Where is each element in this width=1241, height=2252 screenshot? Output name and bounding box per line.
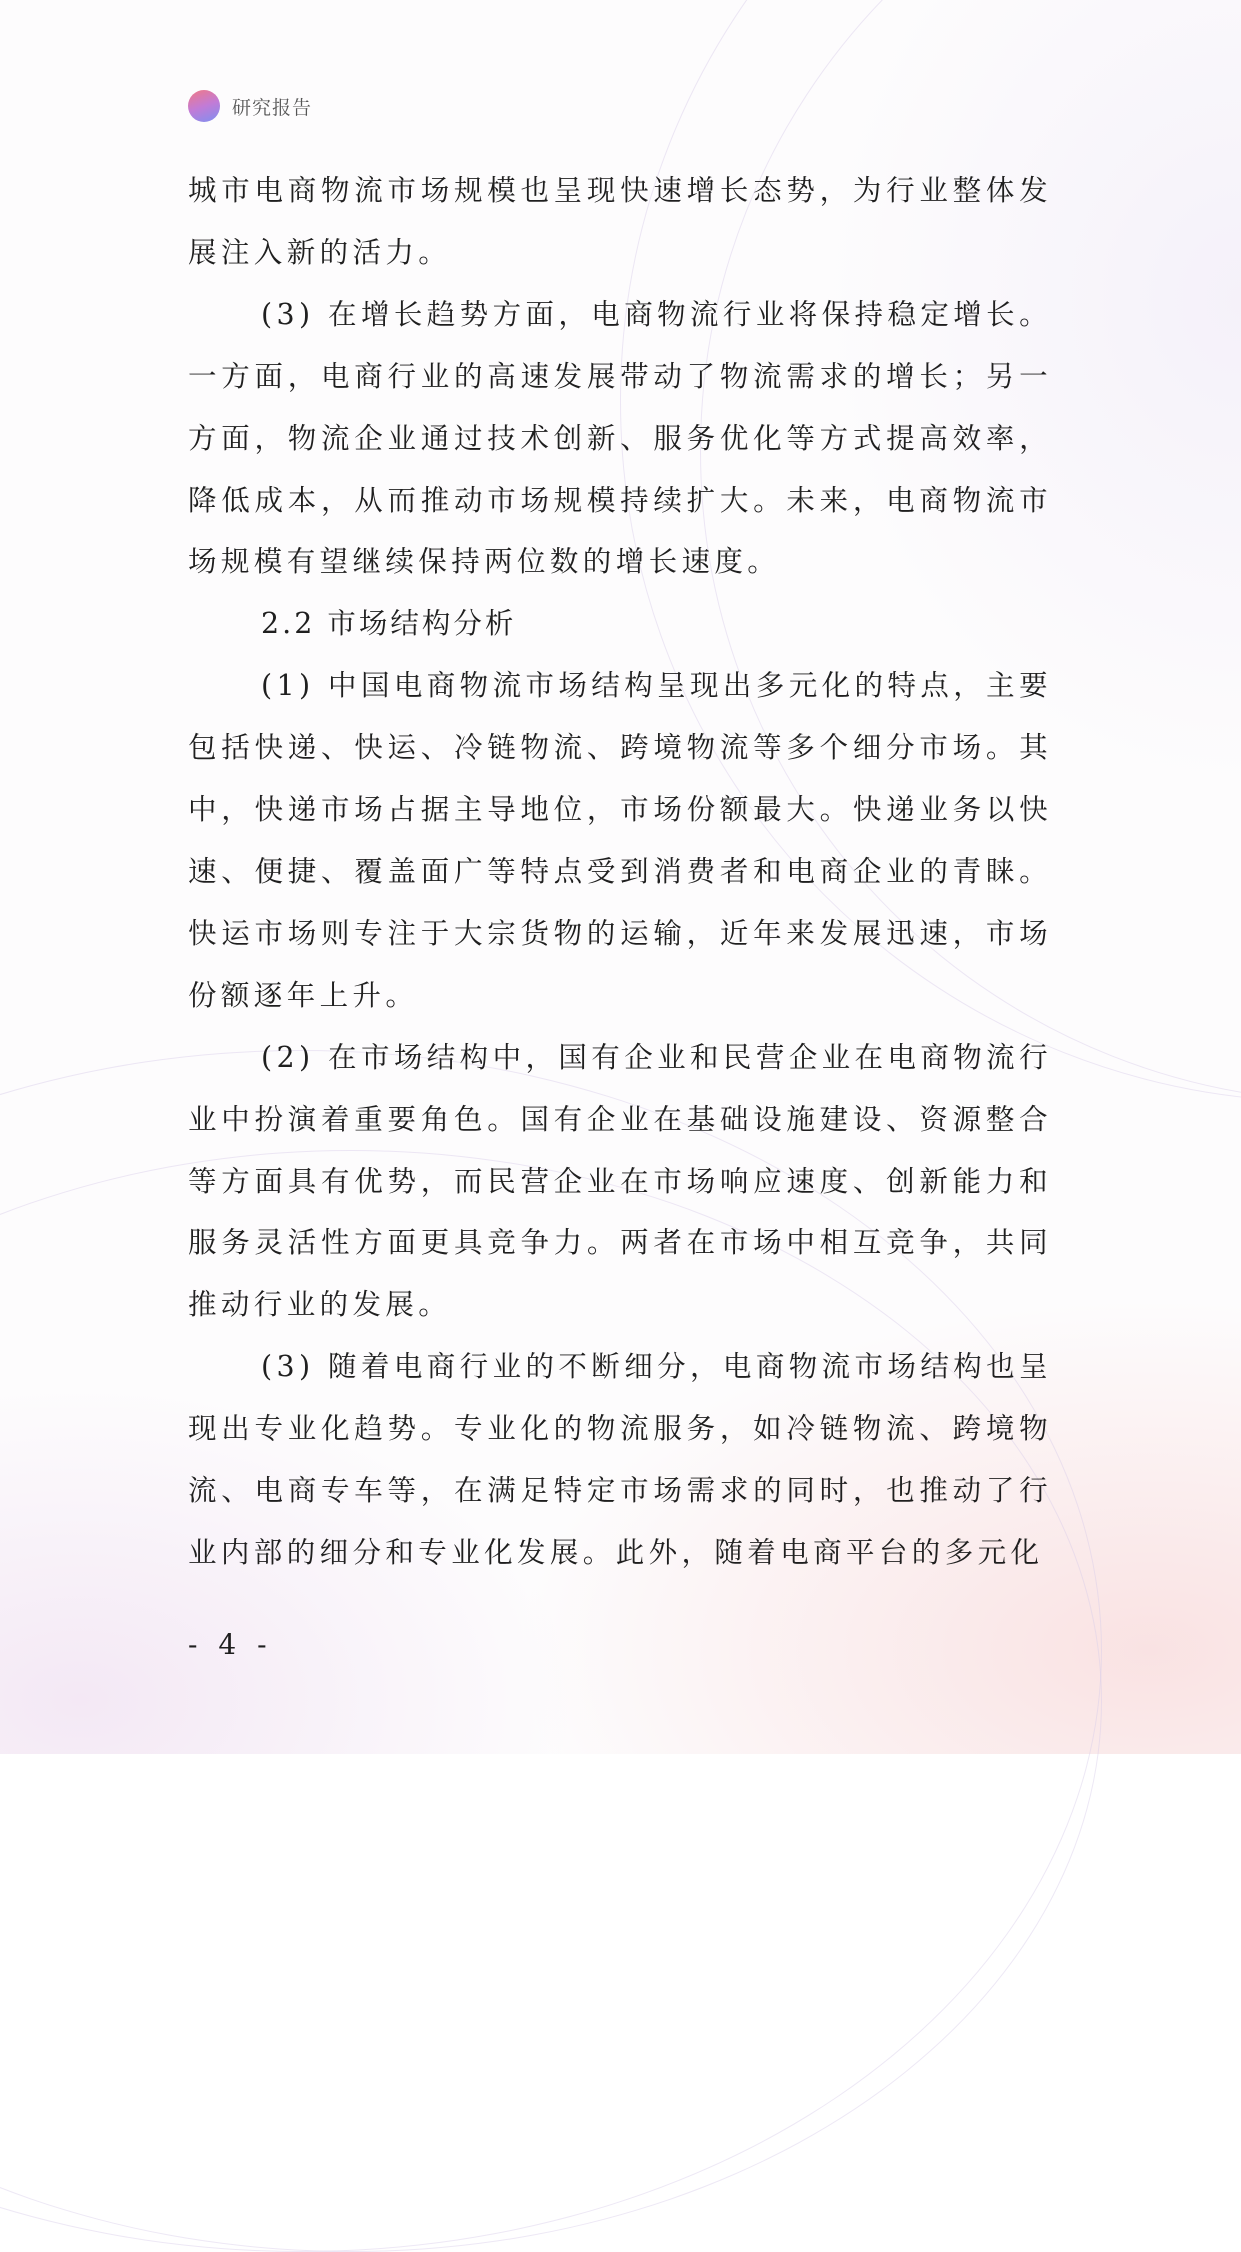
paragraph-specialization-trend: (3) 随着电商行业的不断细分，电商物流市场结构也呈现出专业化趋势。专业化的物流服务，如冷链物流、跨境物流、电商专车等，在满足特定市场需求的同时，也推动了行业内部的细分和专业化发展。此外，随着电商平台的多元化 xyxy=(188,1350,1052,1569)
logo-circle-icon xyxy=(188,90,220,122)
paragraph-diversified-structure: (1) 中国电商物流市场结构呈现出多元化的特点，主要包括快递、快运、冷链物流、跨境物流等多个细分市场。其中，快递市场占据主导地位，市场份额最大。快递业务以快速、便捷、覆盖面广等特点受到消费者和电商企业的青睐。快运市场则专注于大宗货物的运输，近年来发展迅速，市场份额逐年上升。 xyxy=(188,669,1052,1012)
paragraph-state-private-enterprises: (2) 在市场结构中，国有企业和民营企业在电商物流行业中扮演着重要角色。国有企业在基础设施建设、资源整合等方面具有优势，而民营企业在市场响应速度、创新能力和服务灵活性方面更具竞争力。两者在市场中相互竞争，共同推动行业的发展。 xyxy=(188,1040,1052,1322)
header-title: 研究报告 xyxy=(232,96,313,119)
paragraph-growth-trend: (3) 在增长趋势方面，电商物流行业将保持稳定增长。一方面，电商行业的高速发展带动了物流需求的增长；另一方面，物流企业通过技术创新、服务优化等方式提高效率，降低成本，从而推动市场规模持续扩大。未来，电商物流市场规模有望继续保持两位数的增长速度。 xyxy=(188,297,1052,579)
document-body xyxy=(188,160,1052,1584)
page-number: - 4 - xyxy=(188,1628,273,1661)
report-header xyxy=(188,90,312,122)
section-heading-market-structure: 2.2 市场结构分析 xyxy=(261,607,517,641)
paragraph-continuation: 城市电商物流市场规模也呈现快速增长态势，为行业整体发展注入新的活力。 xyxy=(188,174,1052,269)
